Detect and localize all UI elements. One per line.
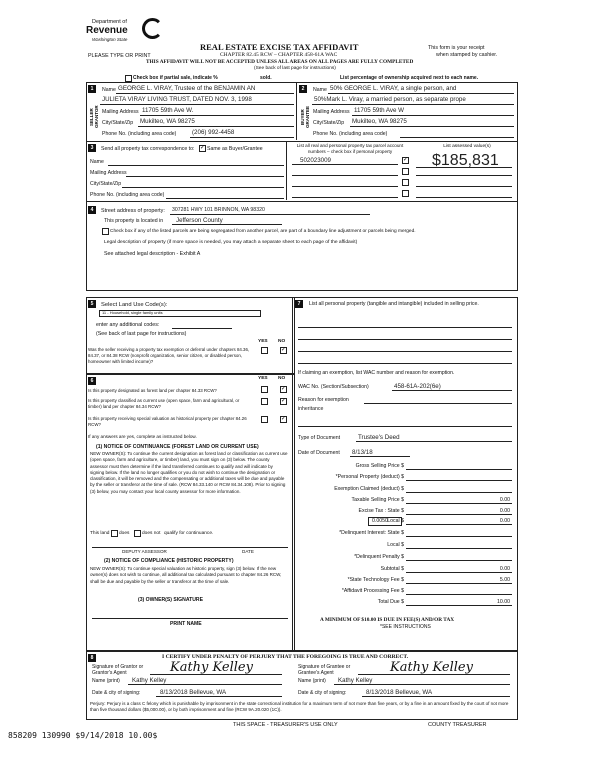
minimum-due: A MINIMUM OF $10.00 IS DUE IN FEE(S) AND/OR TAX (320, 617, 455, 623)
land-use-code: 11 - Household, single family units (102, 310, 163, 315)
section-8-number: 8 (88, 654, 96, 662)
this-land-label: This land (90, 531, 110, 536)
seller-city: Mukilteo, WA 98275 (140, 118, 195, 125)
s3-name-label: Name (90, 159, 104, 165)
notice2-body: NEW OWNER(S): To continue special valuation as historic property, sign (3) below. If the new owner(s) does not wish to continue, all additional tax calculated pursuant to chapter 84.26 RCW, shall be due and payable by the seller or transferor at the time of sale. (90, 566, 282, 584)
parcel-2-checkbox[interactable] (402, 168, 409, 175)
see-instructions: *SEE INSTRUCTIONS (380, 624, 431, 630)
grantee-date-city: 8/13/2018 Bellevue, WA (366, 689, 433, 696)
seller-mailing: 11705 59th Ave W. (142, 107, 194, 114)
personal-deduct-label: *Personal Property (deduct) $ (335, 474, 404, 480)
s3-city-label: City/State/Zip (90, 181, 122, 187)
legal-description-label: Legal description of property (if more space is needed, you may attach a separate sheet to each page of the affidavit) (104, 240, 358, 245)
tech-fee-label: *State Technology Fee $ (347, 577, 404, 583)
enter-codes-label: enter any additional codes: (96, 322, 160, 328)
total-due-label: Total Due $ (377, 599, 404, 605)
grantor-print-label: Name (print) (92, 678, 120, 684)
qualify-label: qualify for continuance. (164, 531, 214, 536)
wac-number: 458-61A-202(6e) (394, 383, 441, 390)
seller-name-line2: JULIETA VIRAY LIVING TRUST, DATED NOV. 3, 1998 (102, 96, 252, 103)
grantor-sig-label: Signature of Grantor or Grantor's Agent (92, 664, 144, 676)
excise-local-label: Local $ (387, 518, 404, 524)
excise-state-value: 0.00 (499, 508, 510, 514)
taxable-label: Taxable Selling Price $ (351, 497, 404, 503)
seller-phone: (206) 992-4458 (192, 129, 235, 136)
wac-label: WAC No. (Section/Subsection) (298, 384, 369, 390)
s5-yes-header: YES (258, 339, 268, 344)
exemption-deduct-label: Exemption Claimed (deduct) $ (334, 486, 404, 492)
s5-exemption-question: Was the seller receiving a property tax exemption or deferral under chapters 84.36, 84.37, or 84.38 RCW (nonprofit organization, senior citizen, or disabled person, homeowner with limited income)? (88, 347, 250, 364)
buyer-city-label: City/State/Zip (313, 120, 345, 126)
partial-sale-checkbox[interactable] (125, 75, 132, 82)
does-not-label: does not (142, 531, 161, 536)
doc-type: Trustee's Deed (358, 434, 400, 441)
s6-q1: Is this property designated as forest land per chapter 84.33 RCW? (88, 388, 217, 393)
s6-q2-no[interactable] (280, 398, 287, 405)
buyer-name-line1: 50% GEORGE L. VIRAY, a single person, and (330, 85, 457, 92)
reason-label: Reason for exemption (298, 397, 349, 403)
s6-yes-header: YES (258, 376, 268, 381)
section-2-number: 2 (299, 85, 307, 93)
s5-yes-checkbox[interactable] (261, 347, 268, 354)
s5-no-checkbox[interactable] (280, 347, 287, 354)
seller-phone-label: Phone No. (including area code) (102, 131, 177, 137)
s5-no-header: NO (278, 339, 286, 344)
s6-q3: Is this property receiving special valuation as historical property per chapter 84.26 RCW? (88, 416, 247, 427)
claiming-exemption: If claiming an exemption, list WAC number and reason for exemption. (298, 370, 455, 376)
grantee-date-label: Date & city of signing: (298, 690, 347, 696)
partial-sale-sold: sold. (260, 75, 272, 81)
street-label: Street address of property: (101, 208, 165, 214)
receipt-stamp: 858209 130990 $9/14/2018 10.00$ (8, 731, 158, 740)
county-name: Jefferson County (176, 217, 223, 224)
doc-date: 8/13/18 (352, 449, 373, 456)
buyer-side-label: BUYER GRANTEE (300, 106, 310, 129)
grantor-date-label: Date & city of signing: (92, 690, 141, 696)
s6-q2: Is this property classified as current use (open space, farm and agricultural, or timber) land per chapter 84.34 RCW? (88, 398, 240, 409)
print-name-label: PRINT NAME (170, 621, 202, 627)
excise-local-value: 0.00 (499, 518, 510, 524)
partial-sale-label: Check box if partial sale, indicate % (133, 75, 218, 81)
s3-phone-label: Phone No. (including area code) (90, 192, 165, 198)
subtotal-label: Subtotal $ (380, 566, 404, 572)
same-as-buyer-label: Same as Buyer/Grantee (207, 146, 263, 152)
parcel-3-checkbox[interactable] (402, 179, 409, 186)
tech-fee-value: 5.00 (499, 577, 510, 583)
seller-city-label: City/State/Zip (102, 120, 134, 126)
section-7-number: 7 (295, 300, 303, 308)
list-personal-property: List all personal property (tangible and intangible) included in selling price. (309, 301, 479, 307)
see-back-note: (See back of last page for instructions) (254, 66, 336, 71)
buyer-mailing: 11705 59th Ave W (354, 107, 404, 114)
s6-q3-yes[interactable] (261, 416, 268, 423)
certify-statement: I CERTIFY UNDER PENALTY OF PERJURY THAT THE FOREGOING IS TRUE AND CORRECT. (162, 654, 409, 660)
seller-side-label: SELLER GRANTOR (89, 105, 99, 129)
seller-name-label: Name (102, 87, 116, 93)
grantee-print-name: Kathy Kelley (338, 677, 373, 684)
s3-mailing-label: Mailing Address (90, 170, 127, 176)
owner-signature-label: (3) OWNER(S) SIGNATURE (138, 597, 203, 603)
send-correspondence-label: Send all property tax correspondence to: (101, 146, 195, 152)
buyer-city: Mukilteo, WA 98275 (352, 118, 407, 125)
county-treasurer: COUNTY TREASURER (428, 722, 487, 728)
list-percentage-note: List percentage of ownership acquired next to each name. (340, 75, 479, 81)
segregated-label: Check box if any of the listed parcels are being segregated from another parcel, are part of a boundary line adjustment or parcels being merged. (110, 229, 416, 234)
seller-mailing-label: Mailing Address (102, 109, 139, 115)
doc-type-label: Type of Document (298, 435, 341, 441)
grantee-print-label: Name (print) (298, 678, 326, 684)
gross-label: Gross Selling Price $ (355, 463, 404, 469)
segregated-checkbox[interactable] (102, 228, 109, 235)
does-not-checkbox[interactable] (134, 530, 141, 537)
taxable-value: 0.00 (499, 497, 510, 503)
section-5-number: 5 (88, 300, 96, 308)
s6-q2-yes[interactable] (261, 398, 268, 405)
excise-state-label: Excise Tax : State $ (358, 508, 404, 514)
grantor-signature: Kathy Kelley (170, 660, 253, 675)
subtotal-value: 0.00 (499, 566, 510, 572)
notice2-title: (2) NOTICE OF COMPLIANCE (HISTORIC PROPERTY) (104, 558, 234, 564)
street-address: 307281 HWY 101 BRINNON, WA 98320 (172, 207, 265, 213)
does-checkbox[interactable] (111, 530, 118, 537)
doc-date-label: Date of Document (298, 450, 340, 456)
delinquent-penalty-label: *Delinquent Penalty $ (354, 554, 404, 560)
s6-q1-no[interactable] (280, 386, 287, 393)
tax-rate: 0.0050 (372, 518, 388, 524)
section-4-number: 4 (88, 206, 96, 214)
land-use-label: Select Land Use Code(s): (101, 302, 168, 308)
affidavit-fee-label: *Affidavit Processing Fee $ (341, 588, 404, 594)
deputy-date-label: DATE (242, 549, 254, 554)
grantee-sig-label: Signature of Grantee or Grantee's Agent (298, 664, 351, 676)
total-due-value: 10.00 (497, 599, 510, 605)
s6-q1-yes[interactable] (261, 386, 268, 393)
see-attached-legal: See attached legal description - Exhibit A (104, 251, 201, 257)
assessed-value: $185,831 (432, 152, 499, 169)
dept-line3: Washington State (92, 37, 128, 42)
parcel-4-checkbox[interactable] (402, 190, 409, 197)
deputy-assessor-label: DEPUTY ASSESSOR (122, 549, 167, 554)
seller-name-line1: GEORGE L. VIRAY, Trustee of the BENJAMIN AN (118, 85, 256, 92)
section-3-number: 3 (88, 144, 96, 152)
interest-local-label: Local $ (387, 542, 404, 548)
exemption-reason: inheritance (298, 406, 324, 412)
section-6-number: 6 (88, 377, 96, 385)
located-label: This property is located in (104, 218, 164, 224)
does-label: does (119, 531, 130, 536)
form-chapter: CHAPTER 82.45 RCW – CHAPTER 458-61A WAC (220, 52, 338, 58)
logo-swirl-icon (142, 18, 163, 39)
s6-q3-no[interactable] (280, 416, 287, 423)
grantee-signature: Kathy Kelley (390, 660, 473, 675)
buyer-name-line2: 50%Mark L. Viray, a married person, as separate prope (314, 96, 466, 103)
parcel-header: List all real and personal property tax parcel account numbers – check box if personal property (296, 143, 404, 154)
same-as-buyer-checkbox[interactable] (199, 145, 206, 152)
dor-logo (84, 18, 164, 48)
buyer-mailing-label: Mailing Address (313, 109, 350, 115)
grantor-print-name: Kathy Kelley (132, 677, 167, 684)
notice1-title: (1) NOTICE OF CONTINUANCE (FOREST LAND OR CURRENT USE) (96, 444, 259, 450)
section-1-number: 1 (88, 85, 96, 93)
dept-line1: Department of (92, 19, 127, 25)
form-receipt: This form is your receipt (428, 45, 485, 51)
buyer-phone-label: Phone No. (including area code) (313, 131, 388, 137)
grantor-date-city: 8/13/2018 Bellevue, WA (160, 689, 227, 696)
delinquent-interest-label: *Delinquent Interest: State $ (339, 530, 404, 536)
s6-no-header: NO (278, 376, 286, 381)
form-warning: THIS AFFIDAVIT WILL NOT BE ACCEPTED UNLESS ALL AREAS ON ALL PAGES ARE FULLY COMPLETED (146, 59, 414, 65)
parcel-1-checkbox[interactable] (402, 157, 409, 164)
form-title: REAL ESTATE EXCISE TAX AFFIDAVIT (200, 42, 359, 52)
dept-line2: Revenue (86, 25, 128, 36)
form-stamped: when stamped by cashier. (436, 52, 498, 58)
parcel-number: 502023009 (300, 157, 331, 164)
s6-if-yes: If any answers are yes, complete as instructed below. (88, 434, 197, 439)
perjury-notice: Perjury: Perjury is a class C felony which is punishable by imprisonment in the state correctional institution for a maximum term of not more than five years, or by a fine in an amount fixed by the court of not more than five thousand dollars ($5,000.00), or by both imprisonment and fine (RCW 9A.20.020 (1C)). (90, 701, 509, 712)
notice1-body: NEW OWNER(S): To continue the current designation as forest land or classification as current use (open space, farm and agriculture, or timber) land, you must sign on (3) below. The county assessor must then determine if the land transferred continues to qualify and will indicate by signing below. If the land no longer qualifies or you do not wish to continue the designation or classification, it will be removed and the compensating or additional taxes will be due and payable by the seller or transferor at the time of sale. (RCW 84.33.140 or RCW 84.34.108). Prior to signing (3) below, you may contact your local county assessor for more information. (90, 451, 288, 494)
please-type: PLEASE TYPE OR PRINT (88, 53, 151, 59)
buyer-name-label: Name (313, 87, 327, 93)
treasurer-space: THIS SPACE - TREASURER'S USE ONLY (233, 722, 338, 728)
assessed-header: List assessed value(s) (443, 144, 491, 149)
s5-see-back: (See back of last page for instructions) (96, 331, 187, 337)
